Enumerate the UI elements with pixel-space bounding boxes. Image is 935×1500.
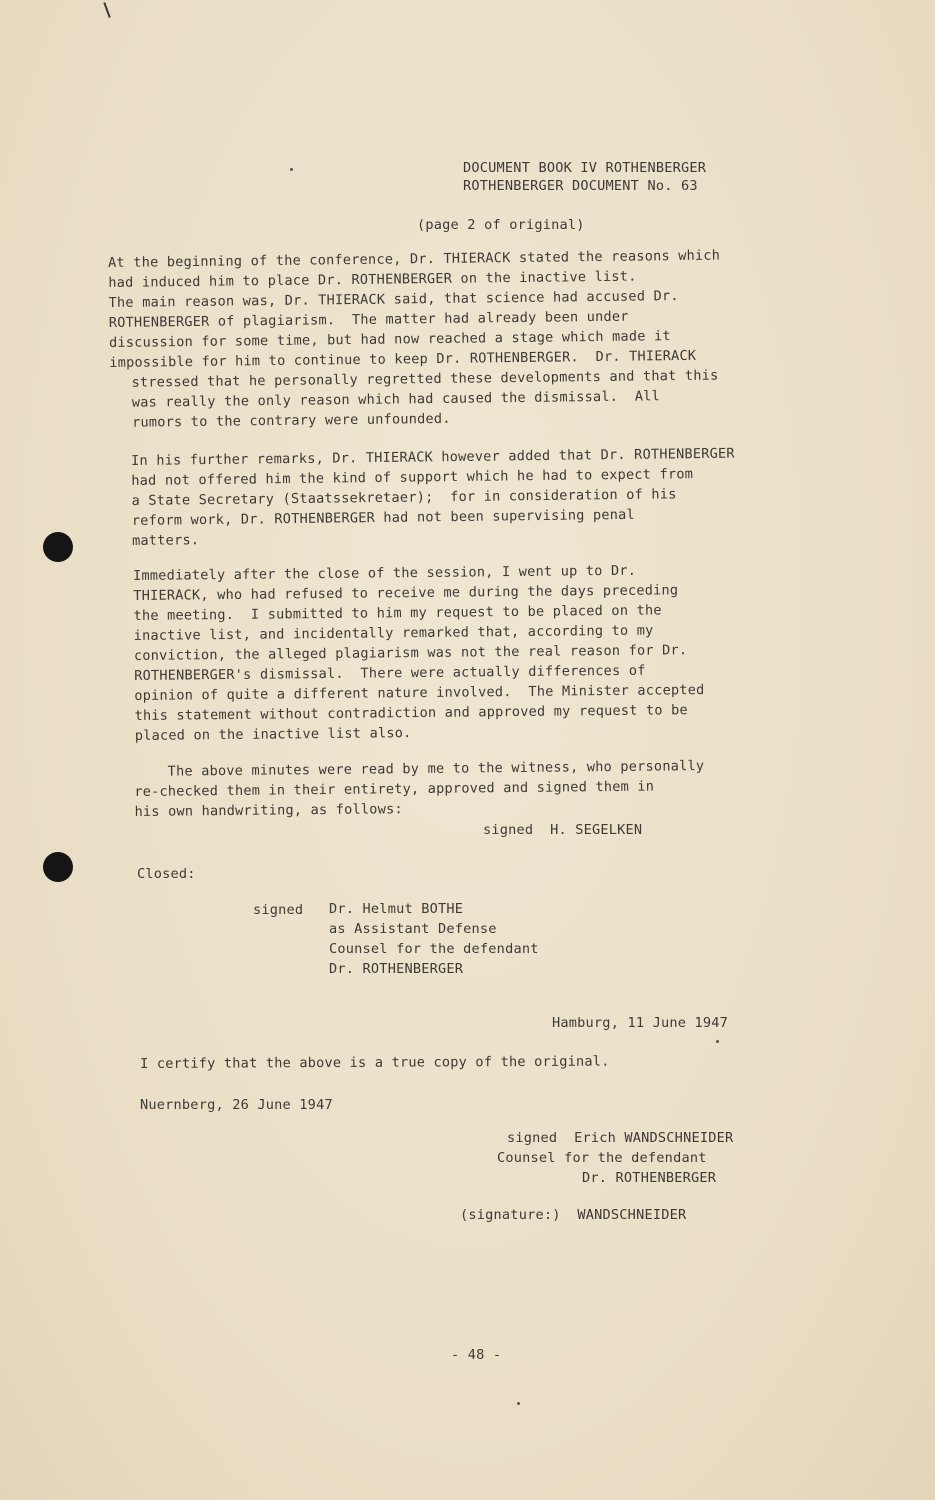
punch-hole-top: [43, 532, 73, 562]
text-line: this statement without contradiction and approved my request to be: [134, 702, 688, 724]
text-line: Counsel for the defendant: [497, 1150, 707, 1166]
text-line: a State Secretary (Staatssekretaer); for in consideration of his: [131, 486, 677, 509]
text-line: matters.: [132, 532, 200, 549]
text-line: reform work, Dr. ROTHENBERGER had not been supervising penal: [131, 506, 635, 529]
closed-label: Closed:: [137, 866, 196, 882]
document-number-header: ROTHENBERGER DOCUMENT No. 63: [463, 178, 698, 194]
page-of-original: (page 2 of original): [417, 217, 585, 233]
paragraph-4: [134, 756, 705, 822]
text-line: At the beginning of the conference, Dr. THIERACK stated the reasons which: [108, 247, 721, 271]
paper-speck: [517, 1402, 520, 1405]
text-line: re-checked them in their entirety, approved and signed them in: [134, 778, 655, 800]
text-line: impossible for him to continue to keep Dr. ROTHENBERGER. Dr. THIERACK: [109, 347, 697, 371]
punch-hole-bottom: [43, 852, 73, 882]
paragraph-1: [108, 246, 722, 433]
paragraph-2: [131, 444, 736, 551]
text-line: THIERACK, who had refused to receive me during the days preceding: [133, 582, 679, 604]
text-line: ROTHENBERGER's dismissal. There were actually differences of: [134, 662, 646, 684]
text-line: Counsel for the defendant: [329, 941, 539, 957]
text-line: conviction, the alleged plagiarism was not the real reason for Dr.: [133, 642, 688, 664]
paper-speck: [716, 1040, 719, 1043]
text-line: the meeting. I submitted to him my request to be placed on the: [133, 602, 662, 624]
text-line: Dr. ROTHENBERGER: [329, 961, 464, 977]
counsel-signature-block: [497, 1128, 733, 1188]
defense-signed-label: signed: [253, 902, 304, 918]
text-line: signed Erich WANDSCHNEIDER: [507, 1130, 734, 1146]
paragraph-3: [133, 560, 705, 746]
defense-counsel-block: [329, 899, 539, 979]
certification-statement: I certify that the above is a true copy of the original.: [140, 1053, 610, 1072]
text-line: The above minutes were read by me to the witness, who personally: [134, 758, 705, 780]
text-line: Dr. Helmut BOTHE: [329, 901, 464, 917]
place-date-nuernberg: Nuernberg, 26 June 1947: [140, 1097, 333, 1113]
text-line: was really the only reason which had caused the dismissal. All: [131, 388, 661, 411]
text-line: placed on the inactive list also.: [134, 725, 412, 744]
margin-mark: [103, 2, 110, 18]
witness-signature: signed H. SEGELKEN: [483, 822, 643, 838]
place-date-hamburg: Hamburg, 11 June 1947: [552, 1015, 729, 1031]
text-line: stressed that he personally regretted these developments and that this: [131, 367, 719, 391]
text-line: opinion of quite a different nature involved. The Minister accepted: [134, 682, 705, 704]
text-line: ROTHENBERGER of plagiarism. The matter had already been under: [108, 308, 629, 331]
page-number: - 48 -: [451, 1347, 502, 1363]
text-line: In his further remarks, Dr. THIERACK however added that Dr. ROTHENBERGER: [131, 445, 735, 469]
document-book-header: DOCUMENT BOOK IV ROTHENBERGER: [463, 160, 707, 176]
text-line: discussion for some time, but had now reached a stage which made it: [109, 328, 671, 351]
text-line: his own handwriting, as follows:: [134, 801, 403, 820]
signature-line: (signature:) WANDSCHNEIDER: [460, 1207, 687, 1223]
text-line: Dr. ROTHENBERGER: [582, 1170, 717, 1186]
text-line: had induced him to place Dr. ROTHENBERGER on the inactive list.: [108, 268, 637, 291]
paper-speck: [290, 168, 293, 171]
text-line: rumors to the contrary were unfounded.: [131, 410, 451, 431]
text-line: Immediately after the close of the session, I went up to Dr.: [133, 562, 637, 584]
text-line: as Assistant Defense: [329, 921, 497, 937]
text-line: inactive list, and incidentally remarked that, according to my: [133, 622, 654, 644]
text-line: had not offered him the kind of support which he had to expect from: [131, 466, 694, 489]
text-line: The main reason was, Dr. THIERACK said, that science had accused Dr.: [108, 288, 679, 311]
